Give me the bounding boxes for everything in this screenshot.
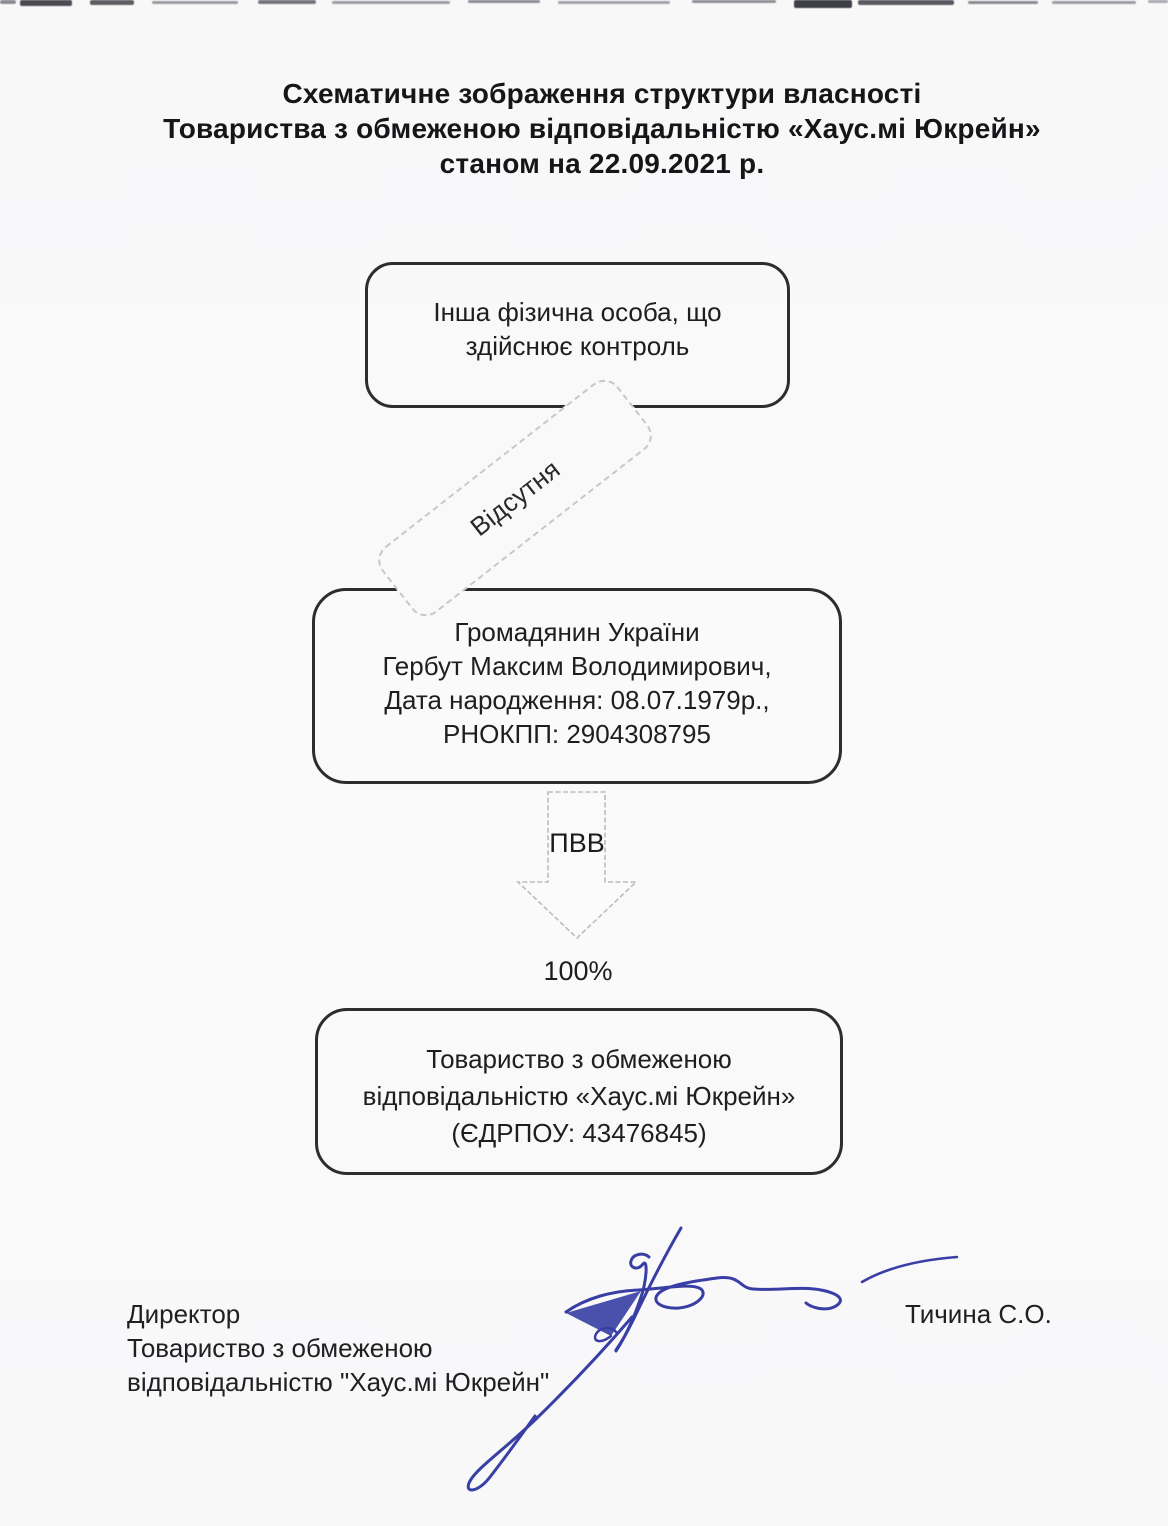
- company-box-line: відповідальністю «Хаус.мі Юкрейн»: [362, 1081, 796, 1111]
- owner-box-line: Дата народження: 08.07.1979р.,: [384, 685, 770, 715]
- scan-artifact: [20, 0, 72, 6]
- signature-stroke: [616, 1254, 649, 1351]
- owner-box-line: Гербут Максим Володимирович,: [382, 651, 772, 681]
- director-title-block: [127, 1297, 549, 1399]
- scan-artifact: [468, 0, 540, 3]
- director-title-line: Директор: [127, 1299, 241, 1329]
- owner-box: [312, 588, 842, 784]
- absent-connector-label: Відсутня: [464, 453, 566, 542]
- signature-stroke: [566, 1278, 840, 1312]
- scan-artifact: [858, 0, 954, 5]
- absent-connector: [371, 373, 659, 624]
- director-title-line: відповідальністю "Хаус.мі Юкрейн": [127, 1367, 550, 1397]
- signer-name: Тичина С.О.: [905, 1299, 1052, 1329]
- controller-box-line: Інша фізична особа, що: [433, 297, 722, 327]
- scan-artifact: [90, 0, 134, 5]
- company-box-line: (ЄДРПОУ: 43476845): [451, 1118, 707, 1148]
- director-title-line: Товариство з обмеженою: [127, 1333, 433, 1363]
- signature-stroke: [862, 1257, 957, 1282]
- signature-ink-blob: [566, 1291, 641, 1336]
- scan-artifact: [258, 0, 316, 4]
- scan-artifact: [1148, 0, 1168, 3]
- controller-box: [365, 262, 790, 408]
- scan-artifact: [0, 0, 16, 4]
- controller-box-line: здійснює контроль: [465, 331, 690, 361]
- scan-artifact: [332, 1, 450, 4]
- signature-stroke: [616, 1228, 681, 1350]
- title-line: Схематичне зображення структури власності: [282, 78, 922, 109]
- ownership-share-label: 100%: [543, 956, 613, 986]
- block-arrow-down-icon: [505, 788, 655, 948]
- scan-artifact: [558, 1, 670, 4]
- company-box: [315, 1008, 843, 1175]
- company-box-line: Товариство з обмеженою: [426, 1044, 732, 1074]
- document-title: [36, 76, 1168, 181]
- scan-artifact: [794, 0, 852, 8]
- scan-artifact: [968, 1, 1038, 4]
- owner-box-line: Громадянин України: [454, 617, 700, 647]
- signature-stroke: [595, 1328, 616, 1341]
- scan-artifact: [152, 1, 238, 4]
- ownership-arrow-label: ПВВ: [549, 828, 605, 858]
- scan-artifact: [692, 0, 776, 3]
- owner-box-line: РНОКПП: 2904308795: [443, 719, 711, 749]
- title-line: Товариства з обмеженою відповідальністю «Хаус.мі Юкрейн»: [163, 113, 1041, 144]
- title-line: станом на 22.09.2021 р.: [439, 148, 765, 179]
- scan-artifact: [1052, 1, 1136, 4]
